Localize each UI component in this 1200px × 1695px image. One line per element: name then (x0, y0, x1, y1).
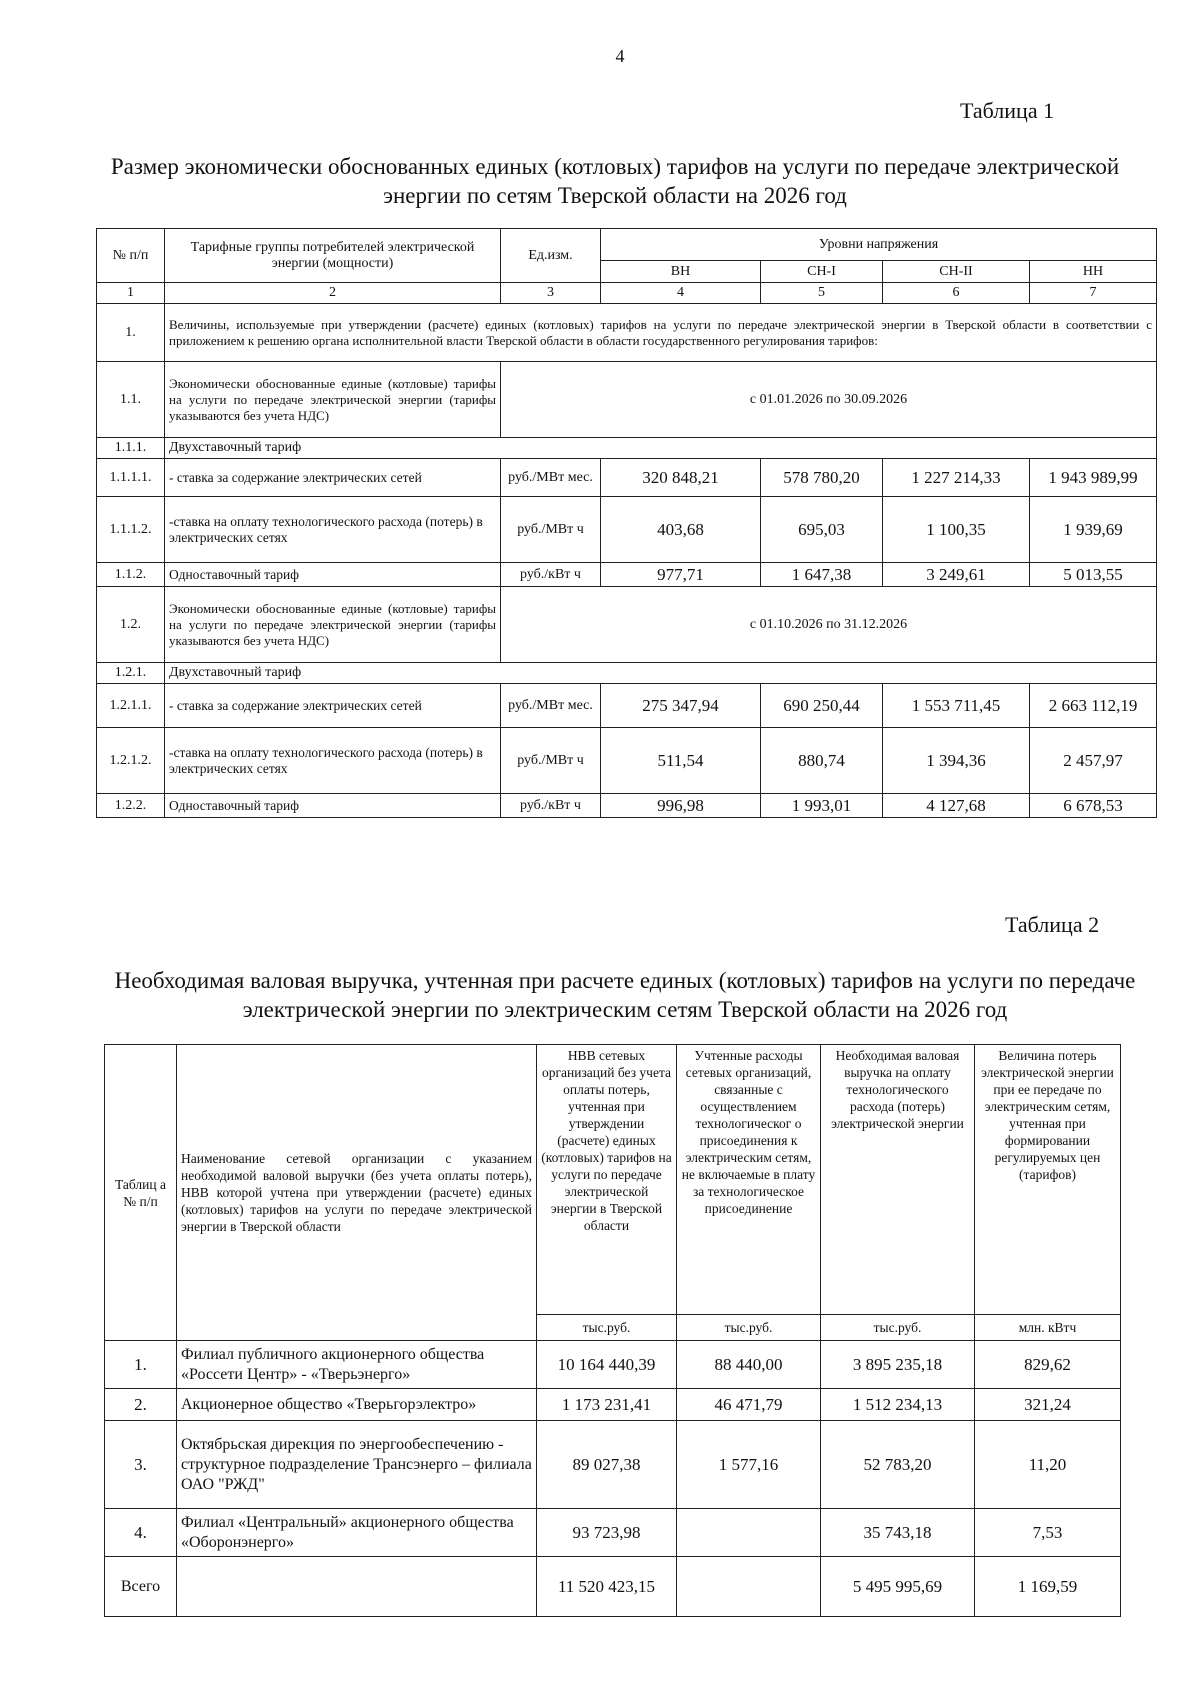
row-num: 3. (105, 1421, 177, 1509)
value-cell: 1 512 234,13 (821, 1389, 975, 1421)
value-cell: 11,20 (975, 1421, 1121, 1509)
value-cell: 2 457,97 (1030, 728, 1157, 794)
nvv-table (104, 1044, 1121, 1617)
value-cell: 320 848,21 (601, 459, 761, 497)
value-cell: 46 471,79 (677, 1389, 821, 1421)
header-nvv: НВВ сетевых организаций без учета оплаты потерь, учтенная при утверждении (расчете) единых (котловых) тарифов на услуги по передаче электрической энергии в Тверской области (537, 1045, 677, 1315)
value-cell: 6 678,53 (1030, 794, 1157, 818)
value-cell: 7,53 (975, 1509, 1121, 1557)
total-empty (177, 1557, 537, 1617)
row-num: 1.1.1.1. (97, 459, 165, 497)
value-cell: 1 993,01 (761, 794, 883, 818)
table-row (97, 497, 1157, 563)
row-num: 1.1.1. (97, 438, 165, 459)
table-row (97, 362, 1157, 438)
table2-title: Необходимая валовая выручка, учтенная при расчете единых (котловых) тарифов на услуги по передаче электрической энергии по электрическим сетям Тверской области на 2026 год (114, 968, 1136, 1022)
value-cell: 10 164 440,39 (537, 1341, 677, 1389)
value-cell: 511,54 (601, 728, 761, 794)
value-cell: 88 440,00 (677, 1341, 821, 1389)
row-name: -ставка на оплату технологического расхода (потерь) в электрических сетях (165, 728, 501, 794)
table-row (105, 1389, 1121, 1421)
row-text: Величины, используемые при утверждении (расчете) единых (котловых) тарифов на услуги по передаче электрической энергии в Тверской области в соответствии с приложением к решению органа исполнительной власти Тверской области в области государственного регулирования тарифов: (165, 304, 1157, 362)
table1-label: Таблица 1 (960, 98, 1055, 123)
total-value: 5 495 995,69 (821, 1557, 975, 1617)
period-cell: с 01.10.2026 по 31.12.2026 (501, 587, 1157, 663)
table-row (97, 587, 1157, 663)
row-num: 1.2.1. (97, 663, 165, 684)
table-row (97, 728, 1157, 794)
header-level-sn1: СН-I (761, 261, 883, 283)
value-cell: 52 783,20 (821, 1421, 975, 1509)
table1-title: Размер экономически обоснованных единых (котловых) тарифов на услуги по передаче электрической энергии по сетям Тверской области на 2026 год (110, 154, 1120, 208)
row-num: 1.1. (97, 362, 165, 438)
row-unit: руб./кВт ч (501, 563, 601, 587)
value-cell: 93 723,98 (537, 1509, 677, 1557)
org-name: Октябрьская дирекция по энергообеспечению - структурное подразделение Трансэнерго – филиала ОАО "РЖД" (177, 1421, 537, 1509)
index-cell: 3 (501, 283, 601, 304)
org-name: Акционерное общество «Тверьгорэлектро» (177, 1389, 537, 1421)
value-cell: 3 895 235,18 (821, 1341, 975, 1389)
value-cell (677, 1509, 821, 1557)
row-num: 1.2.1.1. (97, 684, 165, 728)
table-row (105, 1341, 1121, 1389)
value-cell: 1 939,69 (1030, 497, 1157, 563)
table-row (97, 794, 1157, 818)
row-num: 1.2.2. (97, 794, 165, 818)
value-cell: 3 249,61 (883, 563, 1030, 587)
row-name: - ставка за содержание электрических сетей (165, 459, 501, 497)
table-row (97, 663, 1157, 684)
value-cell: 35 743,18 (821, 1509, 975, 1557)
tariff-table (96, 228, 1157, 818)
total-row (105, 1557, 1121, 1617)
row-num: 1.2.1.2. (97, 728, 165, 794)
header-loss-volume: Величина потерь электрической энергии при ее передаче по электрическим сетям, учтенная при формировании регулируемых цен (тарифов) (975, 1045, 1121, 1315)
index-cell: 2 (165, 283, 501, 304)
row-num: 4. (105, 1509, 177, 1557)
row-name: Двухставочный тариф (165, 663, 1157, 684)
total-value: 1 169,59 (975, 1557, 1121, 1617)
value-cell: 695,03 (761, 497, 883, 563)
value-cell: 1 943 989,99 (1030, 459, 1157, 497)
table-row (105, 1421, 1121, 1509)
total-value (677, 1557, 821, 1617)
unit-cell: тыс.руб. (677, 1315, 821, 1341)
value-cell: 275 347,94 (601, 684, 761, 728)
value-cell: 690 250,44 (761, 684, 883, 728)
index-cell: 7 (1030, 283, 1157, 304)
value-cell: 1 100,35 (883, 497, 1030, 563)
value-cell: 880,74 (761, 728, 883, 794)
index-cell: 1 (97, 283, 165, 304)
unit-cell: млн. кВтч (975, 1315, 1121, 1341)
table-row (97, 304, 1157, 362)
value-cell: 996,98 (601, 794, 761, 818)
table2-label: Таблица 2 (1005, 912, 1100, 937)
row-unit: руб./МВт ч (501, 497, 601, 563)
row-unit: руб./МВт ч (501, 728, 601, 794)
row-name: Двухставочный тариф (165, 438, 1157, 459)
header-num: Таблиц а № п/п (105, 1045, 177, 1341)
period-cell: с 01.01.2026 по 30.09.2026 (501, 362, 1157, 438)
row-num: 1.1.1.2. (97, 497, 165, 563)
header-consumer-group: Тарифные группы потребителей электрической энергии (мощности) (165, 229, 501, 283)
value-cell: 1 227 214,33 (883, 459, 1030, 497)
row-name: - ставка за содержание электрических сетей (165, 684, 501, 728)
row-num: 1. (105, 1341, 177, 1389)
total-value: 11 520 423,15 (537, 1557, 677, 1617)
table-row (97, 438, 1157, 459)
value-cell: 578 780,20 (761, 459, 883, 497)
total-label: Всего (105, 1557, 177, 1617)
unit-cell: тыс.руб. (537, 1315, 677, 1341)
value-cell: 5 013,55 (1030, 563, 1157, 587)
row-name: Одноставочный тариф (165, 563, 501, 587)
row-name: -ставка на оплату технологического расхода (потерь) в электрических сетях (165, 497, 501, 563)
header-level-sn2: СН-II (883, 261, 1030, 283)
value-cell: 89 027,38 (537, 1421, 677, 1509)
index-cell: 5 (761, 283, 883, 304)
value-cell: 321,24 (975, 1389, 1121, 1421)
org-name: Филиал публичного акционерного общества «Россети Центр» - «Тверьэнерго» (177, 1341, 537, 1389)
index-row (97, 283, 1157, 304)
header-level-vn: ВН (601, 261, 761, 283)
row-num: 1.2. (97, 587, 165, 663)
value-cell: 1 647,38 (761, 563, 883, 587)
header-level-nn: НН (1030, 261, 1157, 283)
table-row (97, 459, 1157, 497)
row-num: 1.1.2. (97, 563, 165, 587)
table-row (97, 563, 1157, 587)
row-unit: руб./кВт ч (501, 794, 601, 818)
row-name: Экономически обоснованные единые (котловые) тарифы на услуги по передаче электрической энергии (тарифы указываются без учета НДС) (165, 362, 501, 438)
row-num: 1. (97, 304, 165, 362)
header-loss-cost: Необходимая валовая выручка на оплату технологического расхода (потерь) электрической энергии (821, 1045, 975, 1315)
row-name: Одноставочный тариф (165, 794, 501, 818)
row-num: 2. (105, 1389, 177, 1421)
value-cell: 1 173 231,41 (537, 1389, 677, 1421)
header-org-name: Наименование сетевой организации с указанием необходимой валовой выручки (без учета оплаты потерь), НВВ которой учтена при утверждении (расчете) единых (котловых) тарифов на услуги по передаче электрической энергии в Тверской области (177, 1045, 537, 1341)
row-name: Экономически обоснованные единые (котловые) тарифы на услуги по передаче электрической энергии (тарифы указываются без учета НДС) (165, 587, 501, 663)
value-cell: 403,68 (601, 497, 761, 563)
row-unit: руб./МВт мес. (501, 684, 601, 728)
index-cell: 4 (601, 283, 761, 304)
value-cell: 977,71 (601, 563, 761, 587)
unit-cell: тыс.руб. (821, 1315, 975, 1341)
table-row (105, 1509, 1121, 1557)
table-row (97, 684, 1157, 728)
org-name: Филиал «Центральный» акционерного общества «Оборонэнерго» (177, 1509, 537, 1557)
value-cell: 4 127,68 (883, 794, 1030, 818)
value-cell: 1 553 711,45 (883, 684, 1030, 728)
row-unit: руб./МВт мес. (501, 459, 601, 497)
header-unit: Ед.изм. (501, 229, 601, 283)
page-number: 4 (615, 46, 625, 66)
header-connection-costs: Учтенные расходы сетевых организаций, связанные с осуществлением технологическог о присоединения к электрическим сетям, не включаемые в плату за технологическое присоединение (677, 1045, 821, 1315)
value-cell: 1 394,36 (883, 728, 1030, 794)
index-cell: 6 (883, 283, 1030, 304)
header-voltage-levels: Уровни напряжения (601, 229, 1157, 261)
header-num: № п/п (97, 229, 165, 283)
value-cell: 2 663 112,19 (1030, 684, 1157, 728)
value-cell: 1 577,16 (677, 1421, 821, 1509)
value-cell: 829,62 (975, 1341, 1121, 1389)
